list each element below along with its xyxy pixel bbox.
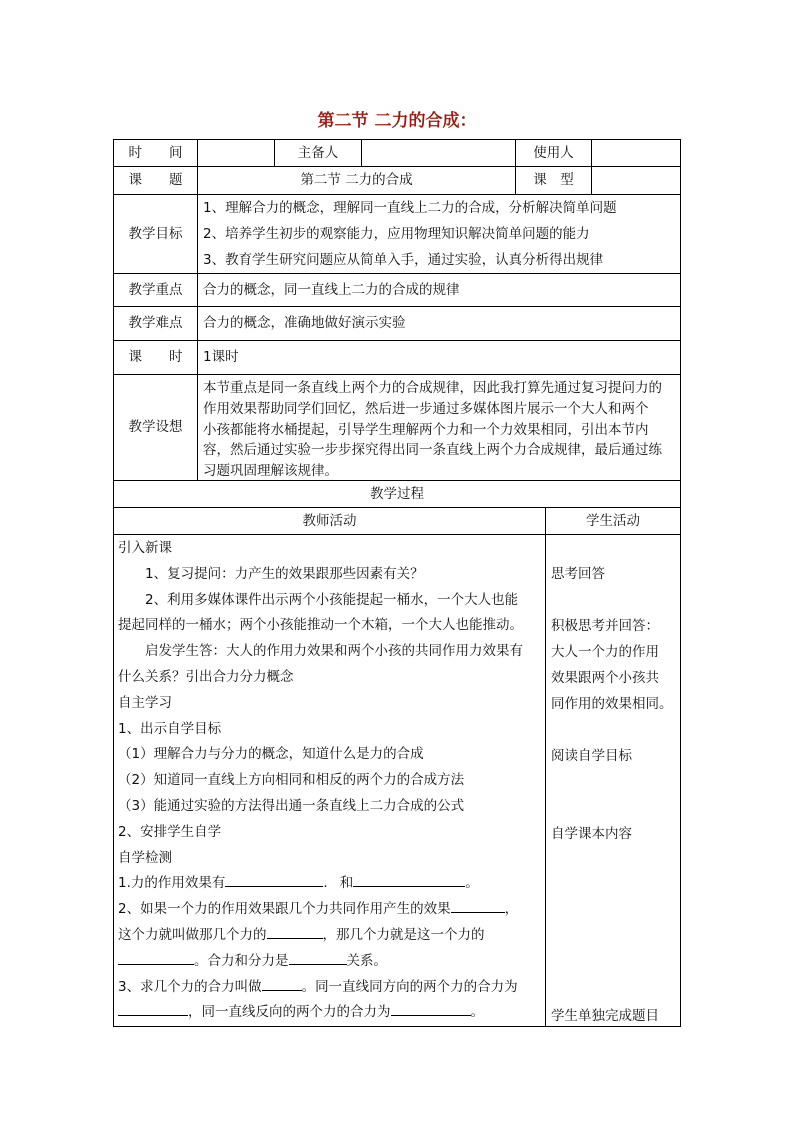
teacher-line: （1）理解合力与分力的概念，知道什么是力的合成 (118, 746, 424, 763)
question-2: 2、如果一个力的作用效果跟几个力共同作用产生的效果 ， (118, 897, 543, 923)
key-points-value: 合力的概念，同一直线上二力的合成的规律 (203, 281, 460, 298)
teacher-line: 自学检测 (118, 849, 172, 866)
goals-list (203, 196, 678, 273)
student-activity-item: 学生单独完成题目 (551, 1008, 659, 1024)
answer-blank[interactable] (262, 976, 302, 991)
document-title: 第二节 二力的合成： (317, 111, 477, 131)
student-activity-header: 学生活动 (586, 512, 640, 529)
teacher-line: 自主学习 (118, 694, 172, 711)
teacher-line: 1、出示自学目标 (118, 720, 222, 737)
teacher-line: 什么关系？引出合力分力概念 (118, 668, 294, 685)
hours-label: 课 时 (128, 349, 183, 365)
answer-blank[interactable] (289, 950, 347, 965)
design-label: 教学设想 (128, 419, 183, 435)
student-activity-item: 自学课本内容 (551, 826, 632, 842)
student-activity-item: 效果跟两个小孩共 (551, 670, 659, 686)
teacher-line: （3）能通过实验的方法得出通一条直线上二力合成的公式 (118, 797, 465, 814)
lesson-type-label: 课 型 (533, 172, 574, 188)
teacher-line: 提起同样的一桶水；两个小孩能推动一个木箱，一个大人也能推动。 (118, 617, 523, 634)
key-points-label: 教学重点 (128, 281, 183, 298)
design-line: 本节重点是同一条直线上两个力的合成规律，因此我打算先通过复习提问力的 (203, 380, 662, 396)
teacher-line: 引入新课 (118, 540, 172, 556)
question-3-cont: ，同一直线反向的两个力的合力为 。 (118, 1000, 543, 1026)
answer-blank[interactable] (267, 924, 323, 939)
process-header: 教学过程 (370, 485, 424, 502)
answer-blank[interactable] (451, 898, 505, 913)
design-line: 小孩都能将水桶提起，引导学生理解两个力和一个力效果相同，引出本节内 (203, 421, 649, 438)
teacher-activity-header: 教师活动 (302, 512, 357, 529)
answer-blank[interactable] (225, 872, 323, 887)
teacher-line: 2、安排学生自学 (118, 823, 222, 840)
teacher-activity (118, 536, 543, 1026)
goal-item: 2、培养学生初步的观察能力，应用物理知识解决简单问题的能力 (203, 225, 590, 242)
hours-value: 1课时 (203, 349, 239, 365)
goals-label: 教学目标 (128, 225, 183, 242)
student-activity-item: 同作用的效果相同。 (551, 696, 673, 712)
goal-item: 1、理解合力的概念，理解同一直线上二力的合成，分析解决简单问题 (203, 200, 617, 216)
design-text (203, 378, 679, 482)
teacher-line: 启发学生答：大人的作用力效果和两个小孩的共同作用力效果有 (118, 643, 523, 660)
design-line: 习题巩固理解该规律。 (203, 463, 338, 480)
difficulties-value: 合力的概念，准确地做好演示实验 (203, 315, 406, 331)
teacher-line: 1、复习提问：力产生的效果跟那些因素有关？ (118, 565, 424, 582)
answer-blank[interactable] (118, 1001, 188, 1016)
student-activity-item: 阅读自学目标 (551, 748, 632, 764)
student-activity-item: 积极思考并回答： (551, 618, 659, 634)
time-label: 时 间 (128, 144, 183, 161)
question-2-cont: 。合力和分力是 关系。 (118, 949, 543, 975)
teacher-line: 2、利用多媒体课件出示两个小孩能提起一桶水，一个大人也能 (118, 591, 519, 608)
user-label: 使用人 (533, 144, 574, 161)
answer-blank[interactable] (391, 1001, 471, 1016)
student-activity-item: 大人一个力的作用 (551, 644, 659, 660)
topic-label: 课 题 (128, 172, 183, 188)
question-3: 3、求几个力的合力叫做 。同一直线同方向的两个力的合力为 (118, 975, 543, 1001)
design-line: 容，然后通过实验一步步探究得出同一条直线上两个力合成规律，最后通过练 (203, 442, 662, 459)
question-2-cont: 这个力就叫做那几个力的 ，那几个力就是这一个力的 (118, 923, 543, 949)
question-1: 1.力的作用效果有 . 和 。 (118, 871, 543, 897)
preparer-label: 主备人 (297, 144, 339, 161)
topic-value: 第二节 二力的合成 (300, 172, 413, 188)
teacher-line: （2）知道同一直线上方向相同和相反的两个力的合成方法 (118, 772, 465, 789)
student-activity-item: 思考回答 (551, 566, 605, 582)
answer-blank[interactable] (353, 872, 465, 887)
answer-blank[interactable] (118, 950, 194, 965)
goal-item: 3、教育学生研究问题应从简单入手，通过实验，认真分析得出规律 (203, 251, 604, 268)
difficulties-label: 教学难点 (128, 315, 183, 331)
design-line: 作用效果帮助同学们回忆，然后进一步通过多媒体图片展示一个大人和两个 (203, 400, 649, 417)
